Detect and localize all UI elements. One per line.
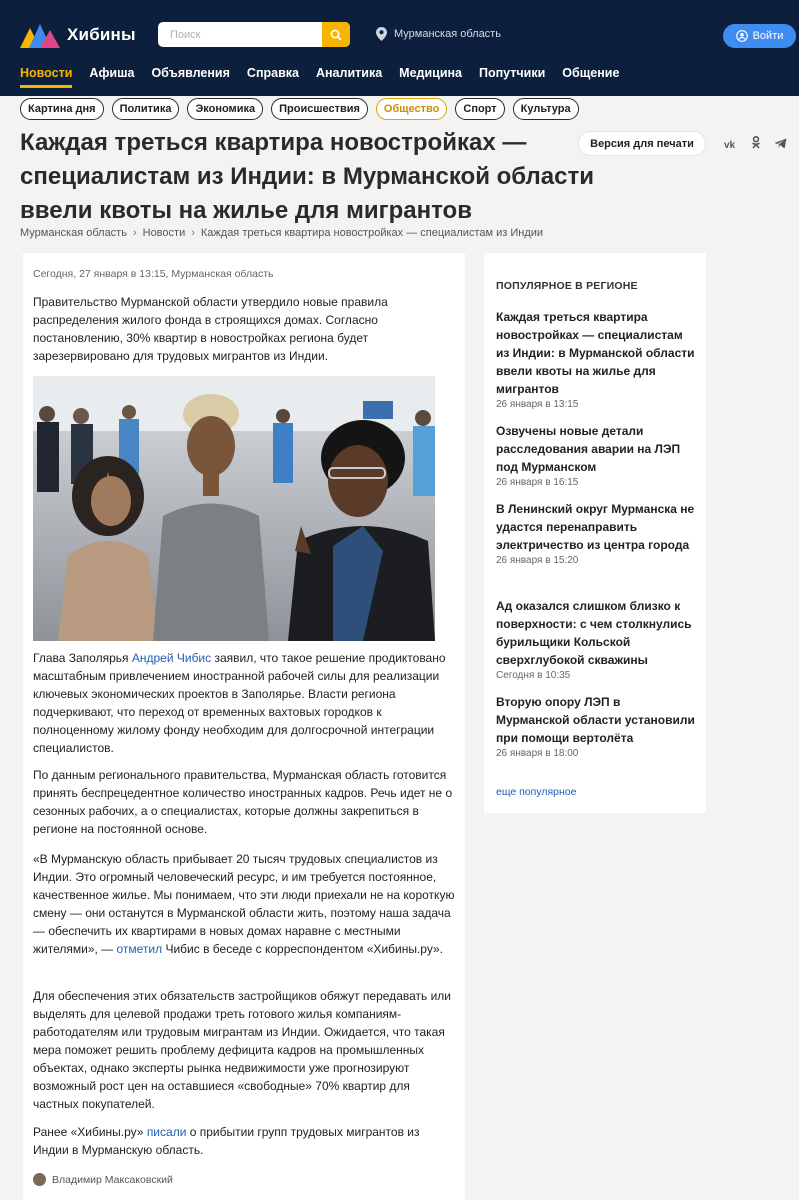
article-author[interactable] — [33, 1173, 173, 1186]
breadcrumb — [20, 227, 543, 239]
popular-item[interactable] — [496, 308, 696, 410]
popular-item-title: Ад оказался слишком близко к поверхности: с чем столкнулись бурильщики Кольской сверхглубокой скважины — [496, 599, 692, 667]
breadcrumb-chevron-icon: › — [191, 227, 195, 239]
article-lead: Правительство Мурманской области утвердило новые правила распределения жилого фонда в строящихся домах. Согласно постановлению, 30% квартир в новостройках региона будет зарезервировано для трудовых мигрантов из Индии. — [33, 295, 388, 363]
nav-item-community[interactable]: Общение — [562, 66, 620, 80]
popular-item[interactable] — [496, 597, 696, 681]
svg-text:vk: vk — [724, 140, 736, 149]
login-label: Войти — [752, 30, 784, 42]
nav-item-ads[interactable]: Объявления — [151, 66, 230, 80]
nav-item-reference[interactable]: Справка — [246, 66, 299, 80]
nav-item-news[interactable]: Новости — [20, 66, 72, 88]
ok-icon[interactable] — [751, 136, 761, 154]
site-header — [0, 0, 799, 96]
popular-item-title: Каждая треться квартира новостройках — специалистам из Индии: в Мурманской области ввели квоты на жилье для мигрантов — [496, 310, 695, 396]
article-body — [23, 253, 465, 1200]
popular-item-date: 26 января в 15:20 — [496, 555, 579, 566]
breadcrumb-item-region[interactable]: Мурманская область — [20, 227, 127, 239]
chip-culture[interactable]: Культура — [513, 98, 579, 120]
article-meta: Сегодня, 27 января в 13:15, Мурманская область — [33, 268, 274, 280]
chip-sport[interactable]: Спорт — [455, 98, 504, 120]
people-photo-illustration — [33, 376, 435, 641]
nav-item-analytics[interactable]: Аналитика — [315, 66, 383, 80]
share-buttons — [724, 136, 799, 154]
search-icon — [330, 29, 342, 41]
logo-text: Хибины — [67, 25, 136, 44]
breadcrumb-item-news[interactable]: Новости — [142, 227, 186, 239]
vk-icon[interactable] — [724, 136, 738, 154]
popular-item[interactable] — [496, 500, 696, 566]
chip-economy[interactable]: Экономика — [187, 98, 263, 120]
chip-politics[interactable]: Политика — [112, 98, 180, 120]
popular-item[interactable] — [496, 422, 696, 488]
article-paragraph: По данным регионального правительства, Мурманская область готовится принять беспрецедентное количество иностранных кадров. Речь идет не о сезонных рабочих, а о специалистах, которые должны закрепиться в регионе на постоянной основе. — [33, 768, 453, 836]
print-version-button[interactable]: Версия для печати — [578, 131, 706, 156]
person-link-chibis[interactable]: Андрей Чибис — [131, 651, 212, 665]
quote-source-link[interactable]: отметил — [116, 942, 163, 956]
author-name: Владимир Максаковский — [52, 1173, 173, 1186]
location-pin-icon — [376, 27, 387, 41]
search-input[interactable] — [158, 22, 318, 47]
popular-item-date: 26 января в 13:15 — [496, 399, 579, 410]
article-paragraph: Для обеспечения этих обязательств застройщиков обяжут передавать или выделять для целевой продажи треть готового жилья компаниям-работодателям или трудовым мигрантам из Индии. Ожидается, что такая мера поможет решить проблему дефицита кадров на промышленных объектах, однако эксперты рынка недвижимости уже прогнозируют возможный рост цен на оставшиеся «свободные» 70% квартир для частных покупателей. — [33, 989, 452, 1111]
article-photo — [33, 376, 435, 641]
popular-item-title: В Ленинский округ Мурманска не удастся перенаправить электричество из центра города — [496, 502, 695, 552]
main-nav — [20, 66, 636, 88]
login-button[interactable] — [723, 24, 796, 48]
nav-item-afisha[interactable]: Афиша — [89, 66, 135, 80]
sidebar-heading: ПОПУЛЯРНОЕ В РЕГИОНЕ — [496, 280, 638, 292]
nav-item-rideshare[interactable]: Попутчики — [479, 66, 546, 80]
user-icon — [736, 30, 748, 42]
region-selector[interactable] — [376, 27, 501, 41]
search-box — [158, 22, 350, 47]
mountains-logo-icon — [20, 22, 60, 48]
more-popular-link[interactable]: еще популярное — [496, 786, 577, 798]
popular-sidebar — [484, 253, 706, 813]
article-quote-paragraph: «В Мурманскую область прибывает 20 тысяч трудовых специалистов из Индии. Это огромный человеческий ресурс, и им требуется постоянное, качественное жилье. Мы понимаем, что эти люди приехали не на короткую смену — они останутся в Мурманской области жить, поэтому наша задача — обеспечить их квартирами в новых домах наравне с местными жителями», — отметил Чибис в беседе с корреспондентом «Хибины.ру». — [33, 852, 455, 956]
popular-item-date: 26 января в 16:15 — [496, 477, 579, 488]
popular-item-title: Озвучены новые детали расследования аварии на ЛЭП под Мурманском — [496, 424, 681, 474]
popular-item[interactable] — [496, 693, 696, 759]
popular-item-title: Вторую опору ЛЭП в Мурманской области установили при помощи вертолёта — [496, 695, 695, 745]
region-label: Мурманская область — [394, 28, 501, 40]
related-article-link[interactable]: писали — [146, 1125, 187, 1139]
breadcrumb-chevron-icon: › — [132, 227, 137, 239]
article-title: Каждая треться квартира новостройках — специалистам из Индии: в Мурманской области ввели квоты на жилье для мигрантов — [20, 129, 594, 224]
nav-item-medicine[interactable]: Медицина — [399, 66, 463, 80]
avatar — [33, 1173, 46, 1186]
telegram-icon[interactable] — [774, 136, 787, 154]
chip-day-picture[interactable]: Картина дня — [20, 98, 104, 120]
rubric-chips — [20, 98, 587, 120]
article-paragraph: Глава Заполярья Андрей Чибис заявил, что такое решение продиктовано масштабным привлечением иностранной рабочей силы для реализации ключевых экономических проектов в Заполярье. Власти региона подчеркивают, что переход от временных вахтовых городков к полноценному жилому фонду необходим для долгосрочной интеграции специалистов. — [33, 651, 446, 755]
chip-incidents[interactable]: Происшествия — [271, 98, 368, 120]
breadcrumb-item-current: Каждая треться квартира новостройках — специалистам из Индии — [200, 227, 544, 239]
popular-item-date: 26 января в 18:00 — [496, 748, 579, 759]
popular-item-date: Сегодня в 10:35 — [496, 670, 571, 681]
search-button[interactable] — [322, 22, 350, 47]
site-logo[interactable] — [20, 22, 136, 48]
chip-society[interactable]: Общество — [376, 98, 447, 120]
article-paragraph: Ранее «Хибины.ру» писали о прибытии групп трудовых мигрантов из Индии в Мурманскую область. — [33, 1125, 420, 1157]
